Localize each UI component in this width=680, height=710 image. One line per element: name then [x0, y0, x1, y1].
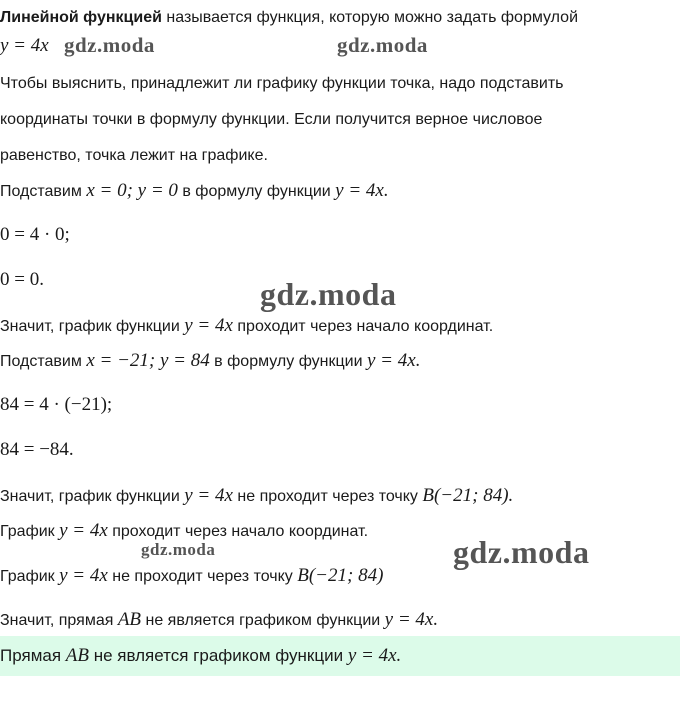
text: Прямая	[0, 646, 66, 665]
text: не проходит через точку	[232, 488, 423, 505]
math: x = 0; y = 0	[86, 180, 178, 201]
explanation-line-3: равенство, точка лежит на графике.	[0, 147, 268, 164]
text: Значит, прямая	[0, 612, 118, 629]
math: y = 4x.	[367, 350, 421, 371]
term-linear-function: Линейной функцией	[0, 9, 162, 26]
text: Подставим	[0, 183, 87, 200]
math: y = 4x.	[384, 609, 439, 630]
conclusion-line-2	[0, 486, 513, 507]
math: y = 4x	[184, 485, 233, 506]
math: y = 4x	[59, 565, 108, 586]
summary-line-1	[0, 521, 368, 542]
answer-box	[0, 636, 680, 676]
text: не проходит через точку	[107, 568, 298, 585]
math: y = 4x	[59, 520, 108, 541]
text: проходит через начало координат.	[107, 523, 369, 540]
explanation-line-1: Чтобы выяснить, принадлежит ли графику функции точка, надо подставить	[0, 75, 564, 92]
definition-line	[0, 8, 578, 28]
text: Подставим	[0, 353, 87, 370]
final-conclusion-line	[0, 610, 438, 631]
text: не является графиком функции	[88, 646, 348, 665]
text: График	[0, 568, 60, 585]
equation-line-1: 0 = 4 · 0;	[0, 224, 70, 245]
text: Значит, график функции	[0, 488, 185, 505]
conclusion-line-1	[0, 316, 493, 337]
explanation-line-2: координаты точки в формулу функции. Если получится верное числовое	[0, 111, 543, 128]
watermark: gdz.moda	[141, 540, 216, 559]
math: y = 4x.	[335, 180, 389, 201]
math: x = −21; y = 84	[86, 350, 210, 371]
watermark: gdz.moda	[337, 33, 428, 57]
equation-line-3: 84 = 4 · (−21);	[0, 394, 113, 415]
text: проходит через начало координат.	[232, 318, 494, 335]
formula-line: y = 4x	[0, 35, 49, 56]
watermark: gdz.moda	[453, 534, 590, 570]
watermark: gdz.moda	[260, 276, 397, 312]
substitute-line-1	[0, 181, 389, 202]
math: AB	[65, 645, 89, 666]
equation-line-4: 84 = −84.	[0, 439, 74, 460]
text: График	[0, 523, 60, 540]
text: Значит, график функции	[0, 318, 185, 335]
math: y = 4x	[184, 315, 233, 336]
text: в формулу функции	[209, 353, 367, 370]
answer-line	[0, 646, 401, 666]
text: в формулу функции	[177, 183, 336, 200]
equation-line-2: 0 = 0.	[0, 269, 44, 290]
math: B(−21; 84)	[297, 565, 384, 586]
definition-text: называется функция, которую можно задать формулой	[161, 9, 579, 26]
watermark: gdz.moda	[64, 33, 155, 57]
summary-line-2	[0, 566, 383, 587]
math: AB	[117, 609, 142, 630]
substitute-line-2	[0, 351, 420, 372]
math: y = 4x.	[347, 645, 402, 666]
math: B(−21; 84).	[422, 485, 514, 506]
text: не является графиком функции	[141, 612, 385, 629]
